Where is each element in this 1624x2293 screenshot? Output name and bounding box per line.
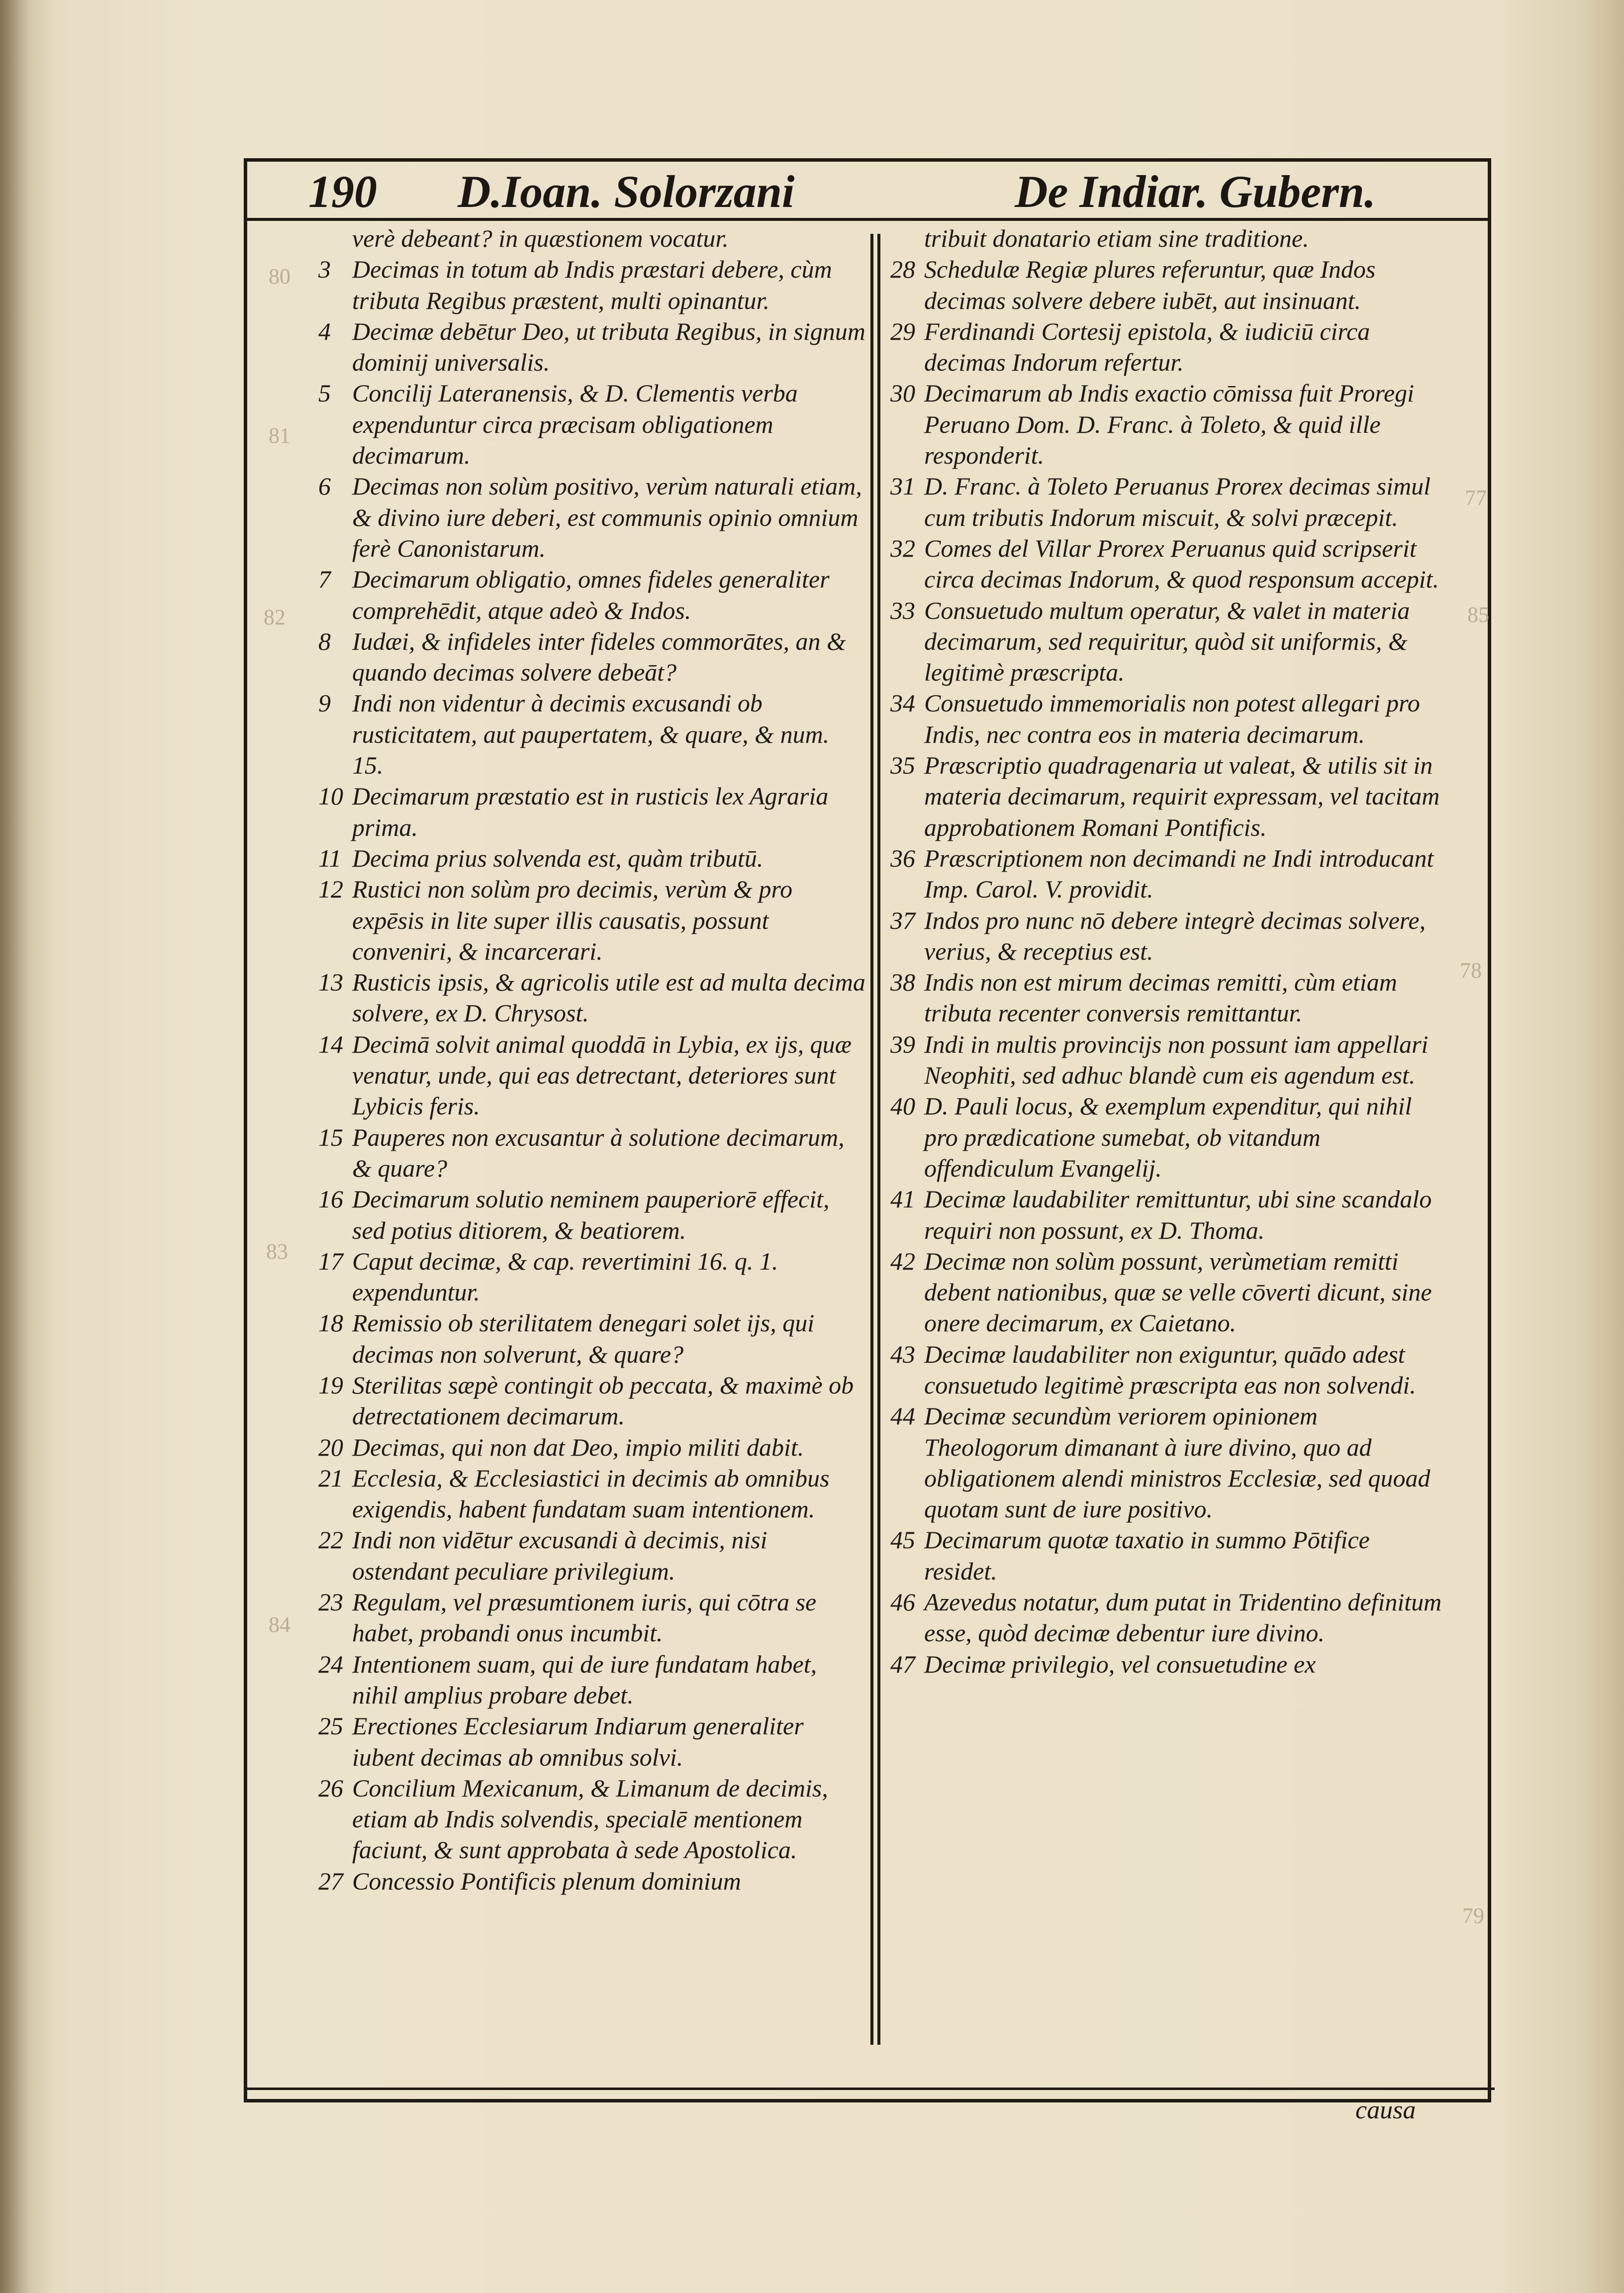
index-entry (890, 1524, 1447, 1587)
entry-number: 31 (890, 472, 915, 500)
index-entry (318, 967, 865, 1029)
margin-number: 80 (269, 264, 290, 289)
margin-number: 79 (1462, 1903, 1484, 1928)
footer-rule (246, 2088, 1495, 2090)
margin-number: 78 (1460, 958, 1482, 983)
page-number: 190 (308, 166, 377, 217)
column-divider-rule (870, 234, 873, 2045)
index-entry (318, 626, 865, 688)
entry-number: 18 (318, 1309, 343, 1337)
entry-number: 7 (318, 565, 331, 594)
entry-number: 19 (318, 1371, 343, 1399)
index-entry (318, 1710, 865, 1773)
index-entry (890, 223, 1447, 254)
index-entry (890, 316, 1447, 378)
index-column-right (890, 223, 1447, 1680)
catchword: causa (1355, 2096, 1416, 2124)
entry-text: Ferdinandi Cortesij epistola, & iudiciū circa decimas Indorum refertur. (924, 317, 1370, 377)
index-entry (890, 1400, 1447, 1524)
entry-number: 5 (318, 379, 331, 407)
index-entry (890, 1246, 1447, 1339)
entry-text: Decimā solvit animal quoddā in Lybia, ex ijs, quæ venatur, unde, qui eas detrectant, deteriores sunt Lybicis feris. (352, 1030, 852, 1120)
entry-number: 12 (318, 875, 343, 903)
entry-text: Indi non videntur à decimis excusandi ob rusticitatem, aut paupertatem, & quare, & num. 15. (352, 689, 830, 780)
entry-number: 43 (890, 1340, 915, 1368)
entry-text: Decima prius solvenda est, quàm tributū. (352, 844, 764, 872)
margin-number: 84 (269, 1612, 290, 1637)
entry-number: 24 (318, 1650, 343, 1678)
entry-text: Indis non est mirum decimas remitti, cùm etiam tributa recenter conversis remittantur. (924, 968, 1397, 1027)
index-entry (318, 1649, 865, 1711)
margin-number: 81 (269, 423, 290, 448)
entry-number: 47 (890, 1650, 915, 1678)
entry-text: Præscriptionem non decimandi ne Indi introducant Imp. Carol. V. providit. (924, 844, 1434, 903)
entry-text: Remissio ob sterilitatem denegari solet ijs, qui decimas non solverunt, & quare? (352, 1309, 815, 1368)
entry-text: Concessio Pontificis plenum dominium (352, 1867, 741, 1895)
index-entry (890, 1184, 1447, 1246)
index-entry (318, 1432, 865, 1463)
entry-number: 41 (890, 1185, 915, 1213)
entry-text: Decimas, qui non dat Deo, impio militi dabit. (352, 1433, 804, 1461)
entry-number: 39 (890, 1030, 915, 1058)
running-head-author: D.Ioan. Solorzani (458, 166, 795, 217)
entry-text: Intentionem suam, qui de iure fundatam habet, nihil amplius probare debet. (352, 1650, 817, 1709)
index-entry (890, 595, 1447, 688)
index-entry (890, 471, 1447, 533)
index-entry (318, 1184, 865, 1246)
entry-text: Decimæ privilegio, vel consuetudine ex (924, 1650, 1316, 1678)
entry-text: Concilium Mexicanum, & Limanum de decimis, etiam ab Indis solvendis, specialē mentionem faciunt, & sunt approbata à sede Apostolica. (352, 1774, 828, 1864)
entry-number: 11 (318, 844, 342, 872)
index-entry (890, 1339, 1447, 1401)
entry-number: 40 (890, 1092, 915, 1120)
entry-number: 29 (890, 317, 915, 345)
index-entry (890, 843, 1447, 905)
entry-number: 28 (890, 255, 915, 284)
index-entry (318, 781, 865, 843)
entry-number: 42 (890, 1247, 915, 1275)
entry-number: 25 (318, 1712, 343, 1740)
entry-text: Decimas in totum ab Indis præstari debere, cùm tributa Regibus præstent, multi opinantur. (352, 255, 832, 314)
entry-text: Rustici non solùm pro decimis, verùm & pro expēsis in lite super illis causatis, possunt conveniri, & incarcerari. (352, 875, 793, 965)
entry-text: Indi non vidētur excusandi à decimis, nisi ostendant peculiare privilegium. (352, 1526, 767, 1585)
index-entry (318, 316, 865, 378)
entry-text: Decimas non solùm positivo, verùm naturali etiam, & divino iure deberi, est communis opinio omnium ferè Canonistarum. (352, 472, 862, 562)
entry-number (318, 223, 352, 254)
index-entry (318, 1866, 865, 1896)
running-head-title: De Indiar. Gubern. (1015, 166, 1376, 217)
entry-number: 30 (890, 379, 915, 407)
entry-number: 17 (318, 1247, 343, 1275)
binding-shadow (0, 0, 30, 2293)
entry-number: 13 (318, 968, 343, 997)
index-entry (318, 378, 865, 471)
index-entry (318, 1524, 865, 1587)
entry-text: Decimæ debētur Deo, ut tributa Regibus, in signum dominij universalis. (352, 317, 865, 377)
entry-text: Comes del Villar Prorex Peruanus quid scripserit circa decimas Indorum, & quod responsum accepit. (924, 534, 1439, 594)
entry-text: Erectiones Ecclesiarum Indiarum generaliter iubent decimas ab omnibus solvi. (352, 1712, 804, 1771)
index-entry (318, 1246, 865, 1308)
entry-number: 35 (890, 751, 915, 780)
entry-number: 46 (890, 1588, 915, 1616)
entry-text: Iudæi, & infideles inter fideles commorātes, an & quando decimas solvere debeāt? (352, 627, 846, 687)
entry-text: Regulam, vel præsumtionem iuris, qui cōtra se habet, probandi onus incumbit. (352, 1588, 817, 1647)
index-entry (318, 254, 865, 316)
entry-text: Decimarum præstatio est in rusticis lex Agraria prima. (352, 782, 829, 841)
entry-text: Sterilitas sæpè contingit ob peccata, & maximè ob detrectationem decimarum. (352, 1371, 854, 1430)
entry-text: Decimæ laudabiliter remittuntur, ubi sine scandalo requiri non possunt, ex D. Thoma. (924, 1185, 1432, 1244)
entry-text: Ecclesia, & Ecclesiastici in decimis ab omnibus exigendis, habent fundatam suam intentionem. (352, 1464, 830, 1523)
index-entry (890, 688, 1447, 750)
entry-number: 10 (318, 782, 343, 810)
index-entry (890, 905, 1447, 967)
index-entry (318, 1463, 865, 1525)
index-entry (318, 471, 865, 564)
entry-number: 3 (318, 255, 331, 284)
entry-number: 22 (318, 1526, 343, 1554)
index-entry (890, 1587, 1447, 1649)
index-column-left (318, 223, 865, 1896)
index-entry (318, 1307, 865, 1370)
margin-number: 82 (264, 605, 286, 629)
entry-number: 44 (890, 1402, 915, 1430)
index-entry (890, 378, 1447, 471)
entry-text: Decimæ secundùm veriorem opinionem Theologorum dimanant à iure divino, quo ad obligationem alendi ministros Ecclesiæ, sed quoad quotam sunt de iure positivo. (924, 1402, 1431, 1523)
index-entry (318, 1029, 865, 1122)
entry-text: Consuetudo immemorialis non potest allegari pro Indis, nec contra eos in materia decimarum. (924, 689, 1420, 748)
index-entry (318, 223, 865, 254)
entry-text: Pauperes non excusantur à solutione decimarum, & quare? (352, 1123, 845, 1182)
index-entry (318, 1122, 865, 1184)
entry-number (890, 223, 924, 254)
margin-number: 83 (266, 1239, 288, 1264)
entry-number: 36 (890, 844, 915, 872)
entry-text: Decimarum solutio neminem pauperiorē effecit, sed potius ditiorem, & beatiorem. (352, 1185, 830, 1244)
entry-number: 38 (890, 968, 915, 997)
index-entry (890, 750, 1447, 843)
entry-text: Rusticis ipsis, & agricolis utile est ad multa decima solvere, ex D. Chrysost. (352, 968, 865, 1027)
index-entry (890, 1029, 1447, 1091)
entry-number: 20 (318, 1433, 343, 1461)
entry-text: D. Franc. à Toleto Peruanus Prorex decimas simul cum tributis Indorum miscuit, & solvi præcepit. (924, 472, 1431, 531)
entry-number: 15 (318, 1123, 343, 1151)
entry-text: Caput decimæ, & cap. revertimini 16. q. 1. expenduntur. (352, 1247, 778, 1306)
entry-text: Azevedus notatur, dum putat in Tridentino definitum esse, quòd decimæ debentur iure divino. (924, 1588, 1442, 1647)
entry-number: 16 (318, 1185, 343, 1213)
entry-number: 8 (318, 627, 331, 655)
entry-number: 37 (890, 906, 915, 934)
index-entry (318, 1370, 865, 1432)
entry-text: D. Pauli locus, & exemplum expenditur, qui nihil pro prædicatione sumebat, ob vitandum offendiculum Evangelij. (924, 1092, 1412, 1182)
index-entry (318, 688, 865, 781)
index-entry (890, 1649, 1447, 1680)
entry-text: Indos pro nunc nō debere integrè decimas solvere, verius, & receptius est. (924, 906, 1426, 965)
entry-number: 27 (318, 1867, 343, 1895)
entry-text: verè debeant? in quæstionem vocatur. (352, 224, 729, 252)
entry-text: Decimarum obligatio, omnes fideles generaliter comprehēdit, atque adeò & Indos. (352, 565, 830, 624)
index-entry (318, 843, 865, 874)
index-entry (318, 874, 865, 967)
entry-text: Præscriptio quadragenaria ut valeat, & utilis sit in materia decimarum, requirit expressam, vel tacitam approbationem Romani Pontificis. (924, 751, 1440, 841)
entry-number: 9 (318, 689, 331, 717)
entry-text: Decimarum ab Indis exactio cōmissa fuit Proregi Peruano Dom. D. Franc. à Toleto, & quid ille responderit. (924, 379, 1415, 470)
entry-text: Indi in multis provincijs non possunt iam appellari Neophiti, sed adhuc blandè cum eis agendum est. (924, 1030, 1429, 1090)
index-entry (318, 564, 865, 626)
margin-number: 85 (1467, 602, 1489, 627)
index-entry (890, 1091, 1447, 1184)
index-entry (318, 1587, 865, 1649)
entry-text: Decimæ laudabiliter non exiguntur, quādo adest consuetudo legitimè præscripta eas non solvendi. (924, 1340, 1416, 1399)
entry-number: 33 (890, 596, 915, 624)
index-entry (890, 533, 1447, 595)
column-divider-rule-inner (877, 234, 880, 2045)
entry-number: 21 (318, 1464, 343, 1492)
margin-number: 77 (1465, 486, 1487, 510)
entry-text: Decimæ non solùm possunt, verùmetiam remitti debent nationibus, quæ se velle cōverti dicunt, sine onere decimarum, ex Caietano. (924, 1247, 1432, 1337)
index-entry (318, 1773, 865, 1866)
entry-number: 23 (318, 1588, 343, 1616)
entry-number: 14 (318, 1030, 343, 1058)
entry-number: 26 (318, 1774, 343, 1802)
entry-number: 34 (890, 689, 915, 717)
entry-number: 4 (318, 317, 331, 345)
entry-number: 45 (890, 1526, 915, 1554)
index-entry (890, 254, 1447, 316)
entry-text: Concilij Lateranensis, & D. Clementis verba expenduntur circa præcisam obligationem decimarum. (352, 379, 798, 470)
entry-text: Consuetudo multum operatur, & valet in materia decimarum, sed requiritur, quòd sit uniformis, & legitimè præscripta. (924, 596, 1410, 687)
entry-text: Schedulæ Regiæ plures referuntur, quæ Indos decimas solvere debere iubēt, aut insinuant. (924, 255, 1376, 314)
entry-text: Decimarum quotæ taxatio in summo Pōtifice residet. (924, 1526, 1370, 1585)
index-entry (890, 967, 1447, 1029)
entry-text: tribuit donatario etiam sine traditione. (924, 224, 1309, 252)
entry-number: 32 (890, 534, 915, 562)
entry-number: 6 (318, 472, 331, 500)
